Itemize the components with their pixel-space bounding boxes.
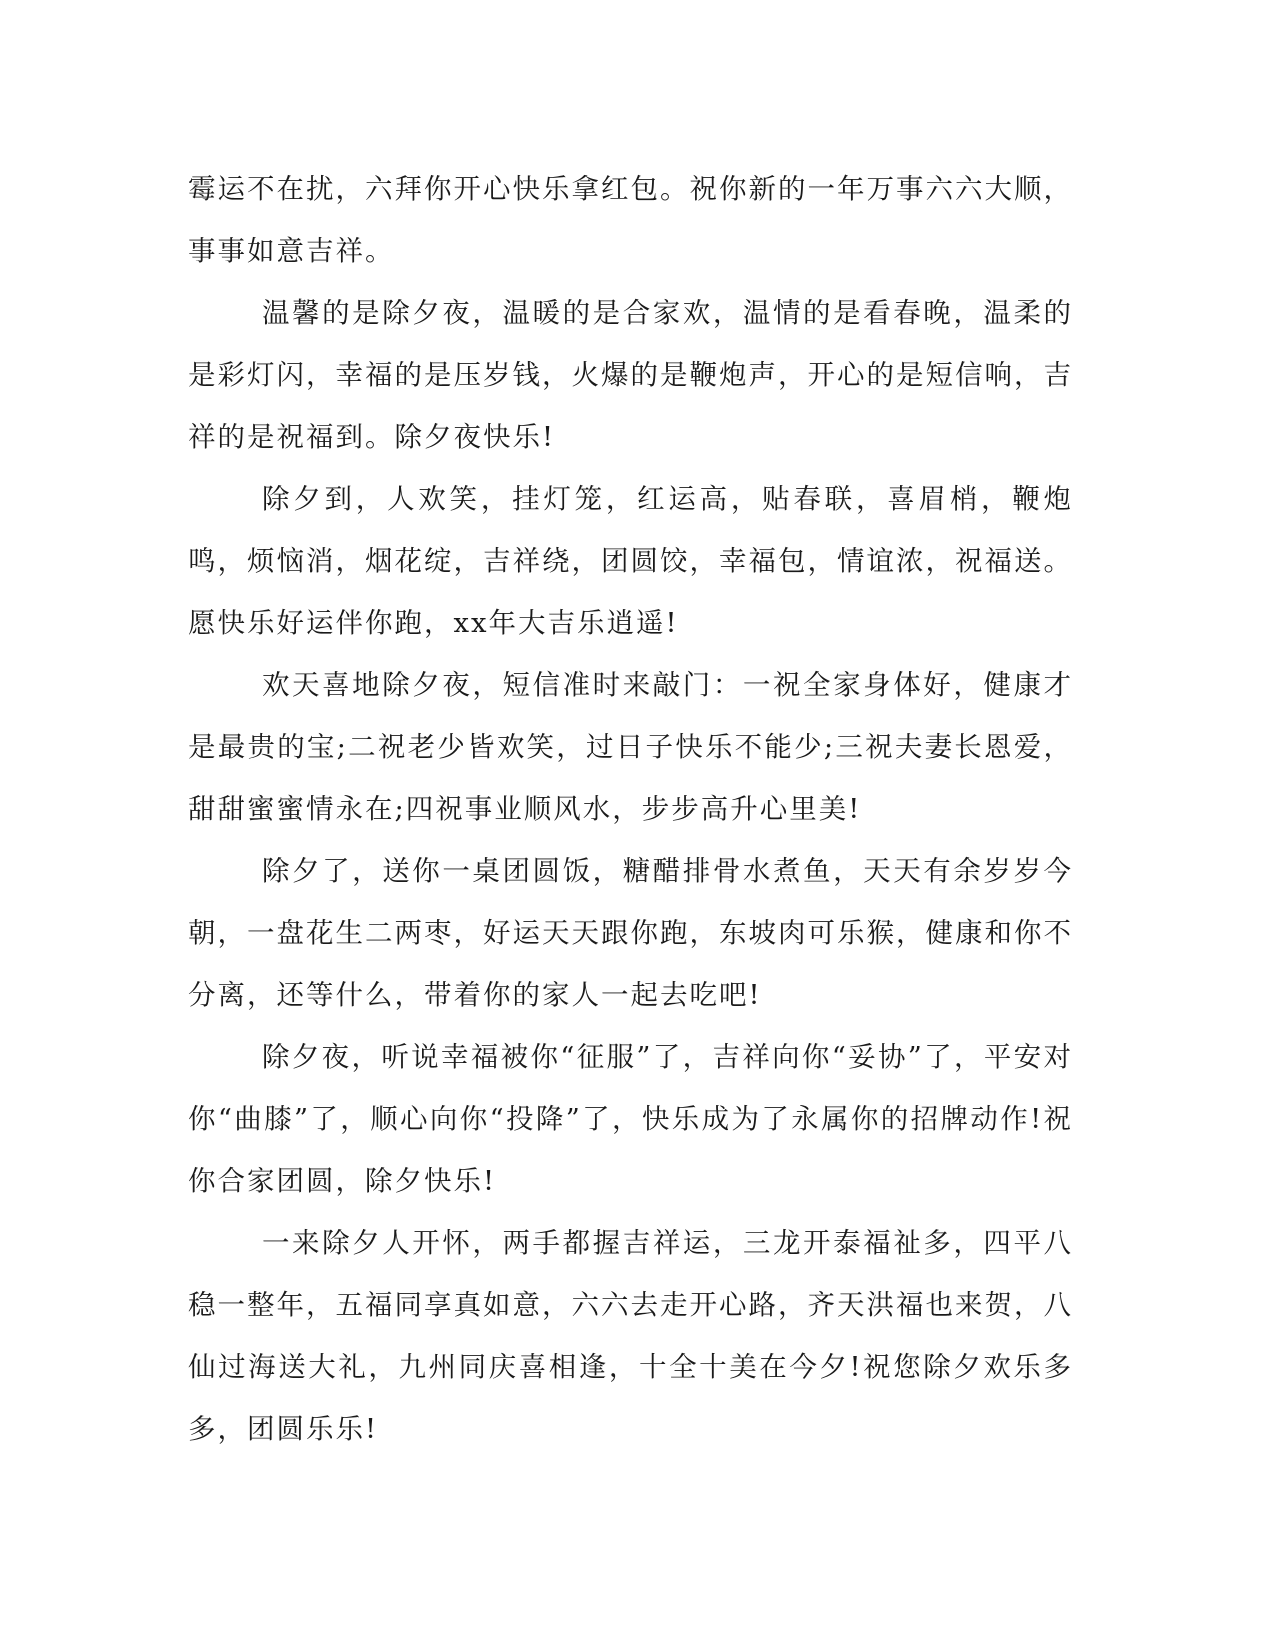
paragraph: 温馨的是除夕夜，温暖的是合家欢，温情的是看春晚，温柔的是彩灯闪，幸福的是压岁钱，火爆的是鞭炮声，开心的是短信响，吉祥的是祝福到。除夕夜快乐! [188, 297, 1073, 453]
paragraph: 一来除夕人开怀，两手都握吉祥运，三龙开泰福祉多，四平八稳一整年，五福同享真如意，六六去走开心路，齐天洪福也来贺，八仙过海送大礼，九州同庆喜相逢，十全十美在今夕!祝您除夕欢乐多多，团圆乐乐! [188, 1227, 1073, 1445]
document-body [188, 158, 1073, 1460]
paragraph: 除夕了，送你一桌团圆饭，糖醋排骨水煮鱼，天天有余岁岁今朝，一盘花生二两枣，好运天天跟你跑，东坡肉可乐猴，健康和你不分离，还等什么，带着你的家人一起去吃吧! [188, 855, 1073, 1011]
paragraph-continued: 霉运不在扰，六拜你开心快乐拿红包。祝你新的一年万事六六大顺，事事如意吉祥。 [188, 173, 1073, 267]
paragraph: 欢天喜地除夕夜，短信准时来敲门：一祝全家身体好，健康才是最贵的宝;二祝老少皆欢笑，过日子快乐不能少;三祝夫妻长恩爱，甜甜蜜蜜情永在;四祝事业顺风水，步步高升心里美! [188, 669, 1073, 825]
paragraph: 除夕到，人欢笑，挂灯笼，红运高，贴春联，喜眉梢，鞭炮鸣，烦恼消，烟花绽，吉祥绕，团圆饺，幸福包，情谊浓，祝福送。愿快乐好运伴你跑，xx年大吉乐逍遥! [188, 483, 1073, 639]
paragraph: 除夕夜，听说幸福被你“征服”了，吉祥向你“妥协”了，平安对你“曲膝”了，顺心向你“投降”了，快乐成为了永属你的招牌动作!祝你合家团圆，除夕快乐! [188, 1041, 1073, 1197]
